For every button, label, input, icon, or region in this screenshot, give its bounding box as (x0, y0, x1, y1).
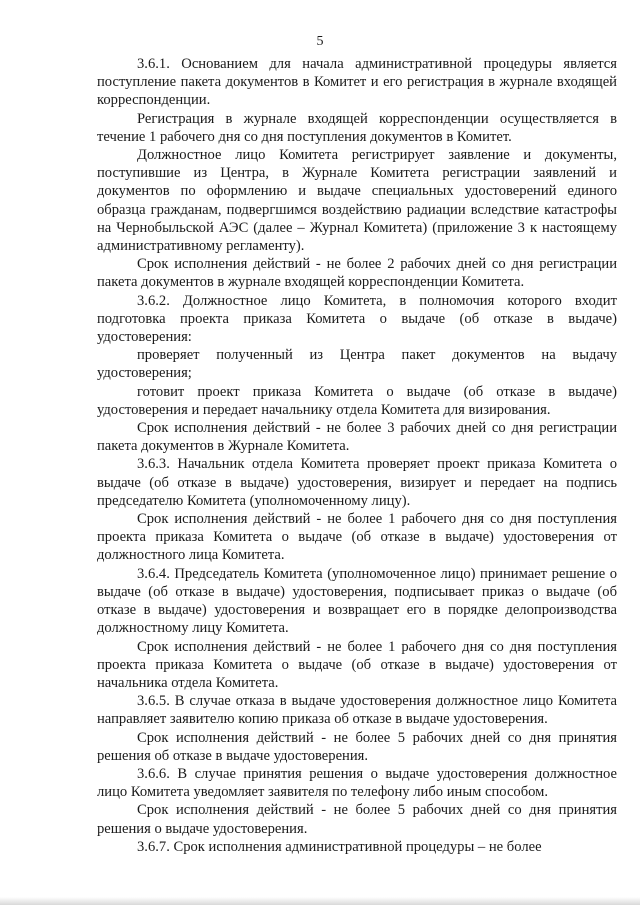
paragraph-deadline: Срок исполнения действий - не более 5 рабочих дней со дня принятия решения об отказе в выдаче удостоверения. (97, 729, 617, 764)
paragraph-deadline: Срок исполнения действий - не более 1 рабочего дня со дня поступления проекта приказа Комитета о выдаче (об отказе в выдаче) удостоверения от начальника отдела Комитета. (97, 638, 617, 691)
paragraph-deadline: Срок исполнения действий - не более 1 рабочего дня со дня поступления проекта приказа Комитета о выдаче (об отказе в выдаче) удостоверения от должностного лица Комитета. (97, 511, 617, 564)
paragraph-3-6-6: 3.6.6. В случае принятия решения о выдаче удостоверения должностное лицо Комитета уведомляет заявителя по телефону либо иным способом. (97, 765, 617, 801)
paragraph-prepares-draft: готовит проект приказа Комитета о выдаче (об отказе в выдаче) удостоверения и передает начальнику отдела Комитета для визирования. (97, 383, 617, 418)
paragraph-3-6-4: 3.6.4. Председатель Комитета (уполномоченное лицо) принимает решение о выдаче (об отказе в выдаче) удостоверения, подписывает приказ о выдаче (об отказе в выдаче) удостоверения и возвращает его в порядке делопроизводства должностному лицу Комитета. (97, 565, 617, 637)
paragraph-3-6-3: 3.6.3. Начальник отдела Комитета проверяет проект приказа Комитета о выдаче (об отказе в выдаче) удостоверения, визирует и передает на подпись председателю Комитета (уполномоченному лицу). (97, 456, 617, 509)
paragraph-3-6-5: 3.6.5. В случае отказа в выдаче удостоверения должностное лицо Комитета направляет заявителю копию приказа об отказе в выдаче удостоверения. (97, 693, 617, 728)
paragraph-3-6-2: 3.6.2. Должностное лицо Комитета, в полномочия которого входит подготовка проекта приказа Комитета о выдаче (об отказе в выдаче) удостоверения: (97, 292, 617, 346)
scan-edge (0, 897, 640, 905)
document-body (97, 55, 617, 856)
paragraph-registration-term: Регистрация в журнале входящей корреспонденции осуществляется в течение 1 рабочего дня со дня поступления документов в Комитет. (97, 110, 617, 145)
page-number: 5 (316, 34, 324, 49)
paragraph-official-registers: Должностное лицо Комитета регистрирует заявление и документы, поступившие из Центра, в Журнале Комитета регистрации заявлений и документов по оформлению и выдаче специальных удостоверений единого образца гражданам, подвергшимся воздействию радиации вследствие катастрофы на Чернобыльской АЭС (далее – Журнал Комитета) (приложение 3 к настоящему административному регламенту). (97, 147, 617, 255)
paragraph-checks-package: проверяет полученный из Центра пакет документов на выдачу удостоверения; (97, 347, 617, 382)
paragraph-deadline: Срок исполнения действий - не более 3 рабочих дней со дня регистрации пакета документов в Журнале Комитета. (97, 420, 617, 455)
paragraph-3-6-1: 3.6.1. Основанием для начала административной процедуры является поступление пакета документов в Комитет и его регистрация в журнале входящей корреспонденции. (97, 56, 617, 109)
paragraph-3-6-7: 3.6.7. Срок исполнения административной процедуры – не более (137, 838, 542, 855)
paragraph-deadline: Срок исполнения действий - не более 5 рабочих дней со дня принятия решения о выдаче удостоверения. (97, 802, 617, 837)
paragraph-deadline: Срок исполнения действий - не более 2 рабочих дней со дня регистрации пакета документов в журнале входящей корреспонденции Комитета. (97, 256, 617, 291)
